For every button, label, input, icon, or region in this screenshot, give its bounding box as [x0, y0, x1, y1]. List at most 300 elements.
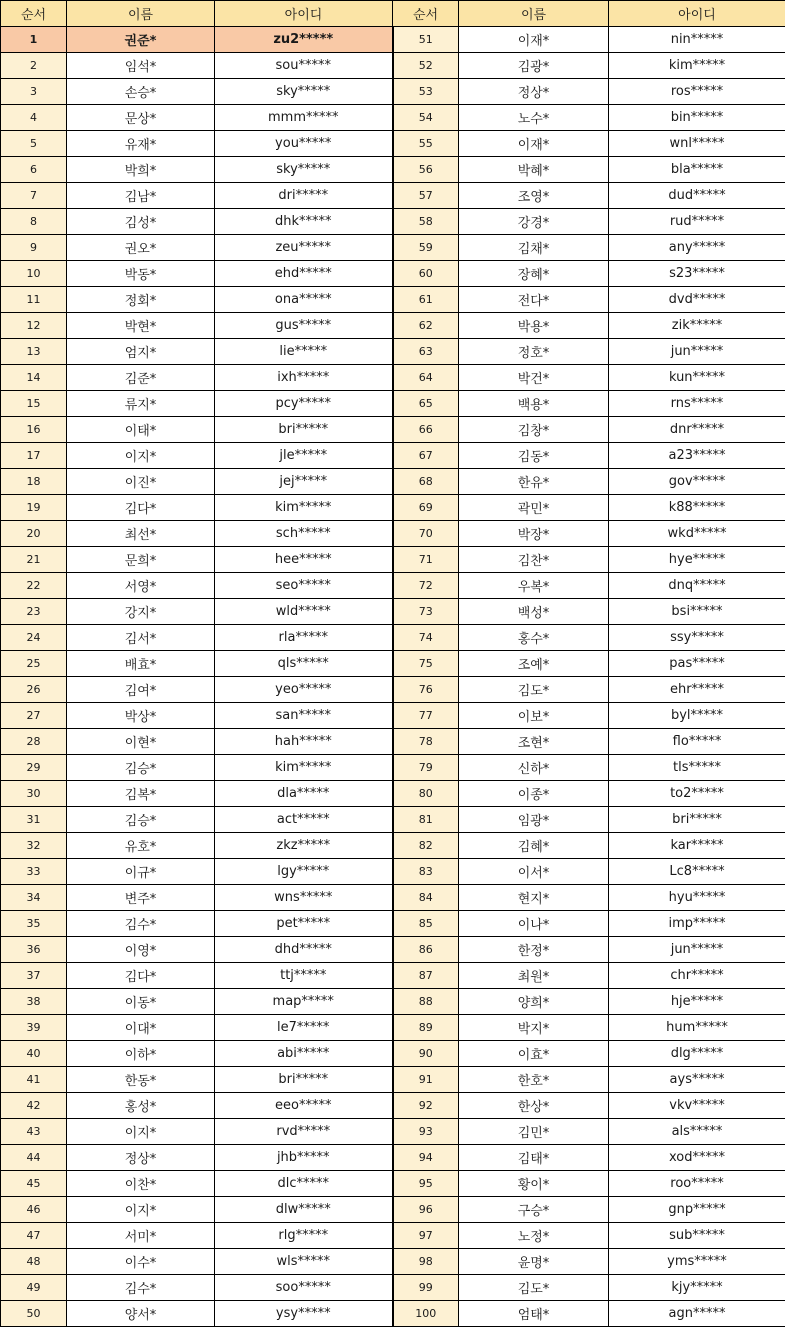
cell-seq-right: 62: [393, 313, 459, 339]
cell-id-left: kim*****: [215, 495, 393, 521]
cell-seq-left: 1: [1, 27, 67, 53]
cell-id-left: ysy*****: [215, 1301, 393, 1327]
cell-seq-left: 40: [1, 1041, 67, 1067]
cell-name-left: 이대*: [67, 1015, 215, 1041]
cell-seq-left: 30: [1, 781, 67, 807]
cell-id-left: yeo*****: [215, 677, 393, 703]
cell-id-right: gov*****: [609, 469, 785, 495]
cell-name-right: 노정*: [459, 1223, 609, 1249]
cell-seq-left: 27: [1, 703, 67, 729]
cell-id-right: yms*****: [609, 1249, 785, 1275]
cell-seq-left: 14: [1, 365, 67, 391]
cell-id-right: bla*****: [609, 157, 785, 183]
cell-seq-left: 23: [1, 599, 67, 625]
cell-id-left: dhd*****: [215, 937, 393, 963]
cell-seq-left: 25: [1, 651, 67, 677]
cell-id-right: dvd*****: [609, 287, 785, 313]
cell-seq-left: 6: [1, 157, 67, 183]
cell-id-right: dnq*****: [609, 573, 785, 599]
cell-name-left: 이동*: [67, 989, 215, 1015]
cell-seq-left: 22: [1, 573, 67, 599]
cell-id-left: you*****: [215, 131, 393, 157]
cell-seq-left: 31: [1, 807, 67, 833]
cell-id-right: flo*****: [609, 729, 785, 755]
cell-seq-left: 18: [1, 469, 67, 495]
cell-id-right: bin*****: [609, 105, 785, 131]
cell-id-left: sky*****: [215, 79, 393, 105]
cell-name-left: 김여*: [67, 677, 215, 703]
cell-id-left: rlg*****: [215, 1223, 393, 1249]
cell-seq-right: 73: [393, 599, 459, 625]
cell-name-left: 이현*: [67, 729, 215, 755]
cell-id-left: dlc*****: [215, 1171, 393, 1197]
cell-name-left: 양서*: [67, 1301, 215, 1327]
table-row: [1, 1249, 785, 1275]
cell-seq-left: 39: [1, 1015, 67, 1041]
table-row: [1, 859, 785, 885]
cell-name-right: 김혜*: [459, 833, 609, 859]
cell-name-right: 이종*: [459, 781, 609, 807]
cell-seq-left: 47: [1, 1223, 67, 1249]
cell-name-right: 김채*: [459, 235, 609, 261]
cell-id-left: dhk*****: [215, 209, 393, 235]
cell-id-left: eeo*****: [215, 1093, 393, 1119]
cell-id-left: san*****: [215, 703, 393, 729]
table-row: [1, 53, 785, 79]
cell-name-right: 윤명*: [459, 1249, 609, 1275]
cell-id-right: nin*****: [609, 27, 785, 53]
cell-id-left: rvd*****: [215, 1119, 393, 1145]
table-row: [1, 365, 785, 391]
cell-name-left: 김승*: [67, 755, 215, 781]
cell-name-right: 장혜*: [459, 261, 609, 287]
cell-seq-right: 64: [393, 365, 459, 391]
cell-name-left: 이하*: [67, 1041, 215, 1067]
table-row: [1, 183, 785, 209]
cell-name-left: 배효*: [67, 651, 215, 677]
cell-seq-right: 63: [393, 339, 459, 365]
cell-name-left: 한동*: [67, 1067, 215, 1093]
cell-name-right: 한상*: [459, 1093, 609, 1119]
cell-seq-left: 32: [1, 833, 67, 859]
cell-name-right: 신하*: [459, 755, 609, 781]
cell-seq-left: 33: [1, 859, 67, 885]
table-row: [1, 1015, 785, 1041]
cell-seq-left: 49: [1, 1275, 67, 1301]
cell-seq-left: 4: [1, 105, 67, 131]
cell-seq-right: 58: [393, 209, 459, 235]
cell-name-right: 박용*: [459, 313, 609, 339]
cell-id-right: wnl*****: [609, 131, 785, 157]
cell-name-right: 김도*: [459, 1275, 609, 1301]
cell-name-left: 김다*: [67, 963, 215, 989]
table-row: [1, 79, 785, 105]
cell-name-right: 전다*: [459, 287, 609, 313]
cell-id-left: sky*****: [215, 157, 393, 183]
table-row: [1, 313, 785, 339]
cell-seq-right: 96: [393, 1197, 459, 1223]
cell-id-left: hah*****: [215, 729, 393, 755]
cell-name-right: 김찬*: [459, 547, 609, 573]
table-row: [1, 131, 785, 157]
cell-seq-left: 26: [1, 677, 67, 703]
cell-name-left: 임석*: [67, 53, 215, 79]
cell-name-right: 임광*: [459, 807, 609, 833]
cell-name-right: 이보*: [459, 703, 609, 729]
cell-id-right: k88*****: [609, 495, 785, 521]
cell-id-right: sub*****: [609, 1223, 785, 1249]
table-row: [1, 339, 785, 365]
cell-seq-left: 50: [1, 1301, 67, 1327]
cell-seq-left: 24: [1, 625, 67, 651]
cell-seq-right: 91: [393, 1067, 459, 1093]
cell-name-left: 유호*: [67, 833, 215, 859]
cell-name-left: 이진*: [67, 469, 215, 495]
cell-id-right: dnr*****: [609, 417, 785, 443]
cell-id-right: bri*****: [609, 807, 785, 833]
cell-seq-left: 44: [1, 1145, 67, 1171]
cell-seq-left: 48: [1, 1249, 67, 1275]
table-row: [1, 599, 785, 625]
table-row: [1, 495, 785, 521]
table-row: [1, 287, 785, 313]
header-name-right: 이름: [459, 1, 609, 27]
cell-seq-right: 74: [393, 625, 459, 651]
cell-seq-right: 92: [393, 1093, 459, 1119]
table-row: [1, 1197, 785, 1223]
cell-name-left: 박현*: [67, 313, 215, 339]
table-row: [1, 1223, 785, 1249]
cell-name-left: 최선*: [67, 521, 215, 547]
cell-id-left: dri*****: [215, 183, 393, 209]
cell-seq-left: 15: [1, 391, 67, 417]
cell-id-right: kun*****: [609, 365, 785, 391]
cell-id-left: pcy*****: [215, 391, 393, 417]
cell-id-left: pet*****: [215, 911, 393, 937]
cell-seq-left: 41: [1, 1067, 67, 1093]
cell-id-right: jun*****: [609, 937, 785, 963]
cell-id-left: mmm*****: [215, 105, 393, 131]
cell-seq-left: 45: [1, 1171, 67, 1197]
cell-seq-right: 80: [393, 781, 459, 807]
cell-id-right: gnp*****: [609, 1197, 785, 1223]
cell-seq-left: 37: [1, 963, 67, 989]
table-row: [1, 911, 785, 937]
cell-name-left: 류지*: [67, 391, 215, 417]
cell-seq-right: 61: [393, 287, 459, 313]
cell-seq-left: 21: [1, 547, 67, 573]
cell-seq-left: 29: [1, 755, 67, 781]
cell-name-right: 김광*: [459, 53, 609, 79]
cell-seq-right: 98: [393, 1249, 459, 1275]
header-row: [1, 1, 785, 27]
cell-id-left: jhb*****: [215, 1145, 393, 1171]
cell-seq-right: 72: [393, 573, 459, 599]
table-row: [1, 1067, 785, 1093]
cell-seq-right: 67: [393, 443, 459, 469]
cell-seq-right: 93: [393, 1119, 459, 1145]
cell-name-right: 박지*: [459, 1015, 609, 1041]
cell-seq-right: 53: [393, 79, 459, 105]
cell-seq-left: 16: [1, 417, 67, 443]
cell-id-right: a23*****: [609, 443, 785, 469]
cell-id-left: le7*****: [215, 1015, 393, 1041]
cell-seq-left: 19: [1, 495, 67, 521]
cell-name-right: 양희*: [459, 989, 609, 1015]
cell-id-left: ttj*****: [215, 963, 393, 989]
cell-seq-right: 68: [393, 469, 459, 495]
cell-seq-right: 79: [393, 755, 459, 781]
cell-seq-right: 75: [393, 651, 459, 677]
cell-id-left: bri*****: [215, 1067, 393, 1093]
cell-seq-left: 10: [1, 261, 67, 287]
cell-seq-left: 17: [1, 443, 67, 469]
cell-id-right: s23*****: [609, 261, 785, 287]
cell-name-right: 박혜*: [459, 157, 609, 183]
cell-id-left: zkz*****: [215, 833, 393, 859]
cell-name-right: 한정*: [459, 937, 609, 963]
cell-id-left: rla*****: [215, 625, 393, 651]
cell-seq-right: 86: [393, 937, 459, 963]
cell-id-left: wls*****: [215, 1249, 393, 1275]
table-row: [1, 781, 785, 807]
cell-id-right: ays*****: [609, 1067, 785, 1093]
cell-id-right: kar*****: [609, 833, 785, 859]
cell-name-right: 이나*: [459, 911, 609, 937]
cell-name-right: 백용*: [459, 391, 609, 417]
cell-name-right: 조영*: [459, 183, 609, 209]
cell-seq-right: 57: [393, 183, 459, 209]
cell-id-right: pas*****: [609, 651, 785, 677]
cell-name-right: 김창*: [459, 417, 609, 443]
table-row: [1, 417, 785, 443]
cell-name-right: 김동*: [459, 443, 609, 469]
cell-name-left: 박희*: [67, 157, 215, 183]
cell-id-right: byl*****: [609, 703, 785, 729]
cell-seq-left: 3: [1, 79, 67, 105]
cell-id-right: wkd*****: [609, 521, 785, 547]
table-row: [1, 573, 785, 599]
cell-name-left: 이지*: [67, 1119, 215, 1145]
cell-name-right: 박장*: [459, 521, 609, 547]
cell-seq-right: 52: [393, 53, 459, 79]
cell-id-right: kjy*****: [609, 1275, 785, 1301]
cell-name-left: 정회*: [67, 287, 215, 313]
cell-name-right: 한유*: [459, 469, 609, 495]
table-row: [1, 547, 785, 573]
cell-name-right: 구승*: [459, 1197, 609, 1223]
table-row: [1, 937, 785, 963]
cell-name-left: 이수*: [67, 1249, 215, 1275]
table-row: [1, 833, 785, 859]
cell-name-left: 김승*: [67, 807, 215, 833]
cell-seq-right: 70: [393, 521, 459, 547]
cell-name-left: 이태*: [67, 417, 215, 443]
cell-id-left: lgy*****: [215, 859, 393, 885]
cell-id-right: any*****: [609, 235, 785, 261]
cell-seq-left: 2: [1, 53, 67, 79]
cell-seq-left: 35: [1, 911, 67, 937]
table-row: [1, 703, 785, 729]
table-row: [1, 807, 785, 833]
cell-id-left: ehd*****: [215, 261, 393, 287]
cell-id-right: tls*****: [609, 755, 785, 781]
cell-id-left: abi*****: [215, 1041, 393, 1067]
cell-seq-right: 66: [393, 417, 459, 443]
cell-seq-left: 12: [1, 313, 67, 339]
cell-name-left: 변주*: [67, 885, 215, 911]
cell-name-right: 최원*: [459, 963, 609, 989]
cell-seq-right: 51: [393, 27, 459, 53]
cell-name-right: 강경*: [459, 209, 609, 235]
cell-seq-right: 94: [393, 1145, 459, 1171]
cell-name-right: 김도*: [459, 677, 609, 703]
cell-name-left: 김수*: [67, 1275, 215, 1301]
cell-name-left: 이지*: [67, 1197, 215, 1223]
cell-id-left: hee*****: [215, 547, 393, 573]
cell-name-right: 노수*: [459, 105, 609, 131]
cell-id-right: kim*****: [609, 53, 785, 79]
table-row: [1, 1171, 785, 1197]
table-row: [1, 443, 785, 469]
cell-id-left: act*****: [215, 807, 393, 833]
cell-name-left: 김다*: [67, 495, 215, 521]
cell-name-left: 홍성*: [67, 1093, 215, 1119]
table-row: [1, 469, 785, 495]
cell-seq-left: 34: [1, 885, 67, 911]
table-row: [1, 729, 785, 755]
table-row: [1, 105, 785, 131]
cell-seq-right: 81: [393, 807, 459, 833]
table-row: [1, 1093, 785, 1119]
cell-seq-right: 97: [393, 1223, 459, 1249]
table-row: [1, 625, 785, 651]
cell-name-left: 서영*: [67, 573, 215, 599]
cell-seq-left: 20: [1, 521, 67, 547]
cell-id-left: jej*****: [215, 469, 393, 495]
cell-id-right: rns*****: [609, 391, 785, 417]
table-row: [1, 1119, 785, 1145]
cell-seq-right: 54: [393, 105, 459, 131]
cell-id-right: dlg*****: [609, 1041, 785, 1067]
cell-id-right: ros*****: [609, 79, 785, 105]
cell-id-left: lie*****: [215, 339, 393, 365]
table-row: [1, 989, 785, 1015]
cell-id-left: bri*****: [215, 417, 393, 443]
cell-name-right: 김태*: [459, 1145, 609, 1171]
cell-name-left: 엄지*: [67, 339, 215, 365]
cell-id-right: Lc8*****: [609, 859, 785, 885]
cell-name-left: 이지*: [67, 443, 215, 469]
cell-name-left: 김복*: [67, 781, 215, 807]
table-row: [1, 235, 785, 261]
table-row: [1, 651, 785, 677]
table-row: [1, 755, 785, 781]
table-body: [1, 27, 785, 1327]
cell-id-left: ona*****: [215, 287, 393, 313]
cell-name-left: 박상*: [67, 703, 215, 729]
cell-name-right: 조예*: [459, 651, 609, 677]
cell-id-right: xod*****: [609, 1145, 785, 1171]
cell-id-left: soo*****: [215, 1275, 393, 1301]
cell-seq-right: 69: [393, 495, 459, 521]
header-id-left: 아이디: [215, 1, 393, 27]
cell-id-right: to2*****: [609, 781, 785, 807]
cell-id-left: sou*****: [215, 53, 393, 79]
table-row: [1, 209, 785, 235]
cell-name-right: 엄태*: [459, 1301, 609, 1327]
cell-name-right: 곽민*: [459, 495, 609, 521]
cell-id-right: hye*****: [609, 547, 785, 573]
cell-id-right: roo*****: [609, 1171, 785, 1197]
cell-seq-left: 11: [1, 287, 67, 313]
cell-seq-right: 59: [393, 235, 459, 261]
cell-seq-right: 89: [393, 1015, 459, 1041]
cell-seq-left: 9: [1, 235, 67, 261]
cell-id-right: hje*****: [609, 989, 785, 1015]
cell-name-right: 우복*: [459, 573, 609, 599]
cell-seq-right: 83: [393, 859, 459, 885]
cell-seq-right: 99: [393, 1275, 459, 1301]
cell-id-left: wld*****: [215, 599, 393, 625]
cell-id-right: hyu*****: [609, 885, 785, 911]
cell-seq-right: 95: [393, 1171, 459, 1197]
cell-id-left: dla*****: [215, 781, 393, 807]
table-row: [1, 1275, 785, 1301]
cell-id-left: jle*****: [215, 443, 393, 469]
cell-id-right: agn*****: [609, 1301, 785, 1327]
cell-seq-right: 88: [393, 989, 459, 1015]
table-row: [1, 261, 785, 287]
cell-seq-right: 60: [393, 261, 459, 287]
cell-seq-left: 38: [1, 989, 67, 1015]
cell-id-right: vkv*****: [609, 1093, 785, 1119]
cell-id-right: ehr*****: [609, 677, 785, 703]
cell-name-right: 조현*: [459, 729, 609, 755]
cell-seq-left: 7: [1, 183, 67, 209]
cell-seq-left: 5: [1, 131, 67, 157]
cell-name-left: 서미*: [67, 1223, 215, 1249]
cell-name-right: 황이*: [459, 1171, 609, 1197]
cell-seq-right: 85: [393, 911, 459, 937]
cell-name-right: 정상*: [459, 79, 609, 105]
cell-seq-right: 87: [393, 963, 459, 989]
table-row: [1, 391, 785, 417]
cell-name-right: 이효*: [459, 1041, 609, 1067]
cell-name-right: 한호*: [459, 1067, 609, 1093]
cell-name-left: 이규*: [67, 859, 215, 885]
cell-name-left: 김남*: [67, 183, 215, 209]
cell-seq-left: 28: [1, 729, 67, 755]
cell-name-right: 백성*: [459, 599, 609, 625]
cell-id-left: seo*****: [215, 573, 393, 599]
cell-name-left: 손승*: [67, 79, 215, 105]
cell-seq-right: 78: [393, 729, 459, 755]
cell-seq-left: 46: [1, 1197, 67, 1223]
cell-name-left: 권준*: [67, 27, 215, 53]
cell-name-left: 김성*: [67, 209, 215, 235]
cell-name-right: 현지*: [459, 885, 609, 911]
cell-seq-right: 100: [393, 1301, 459, 1327]
cell-seq-right: 65: [393, 391, 459, 417]
cell-seq-right: 84: [393, 885, 459, 911]
cell-seq-right: 71: [393, 547, 459, 573]
cell-id-left: ixh*****: [215, 365, 393, 391]
cell-name-left: 이영*: [67, 937, 215, 963]
cell-id-left: zeu*****: [215, 235, 393, 261]
cell-seq-left: 42: [1, 1093, 67, 1119]
cell-id-right: ssy*****: [609, 625, 785, 651]
